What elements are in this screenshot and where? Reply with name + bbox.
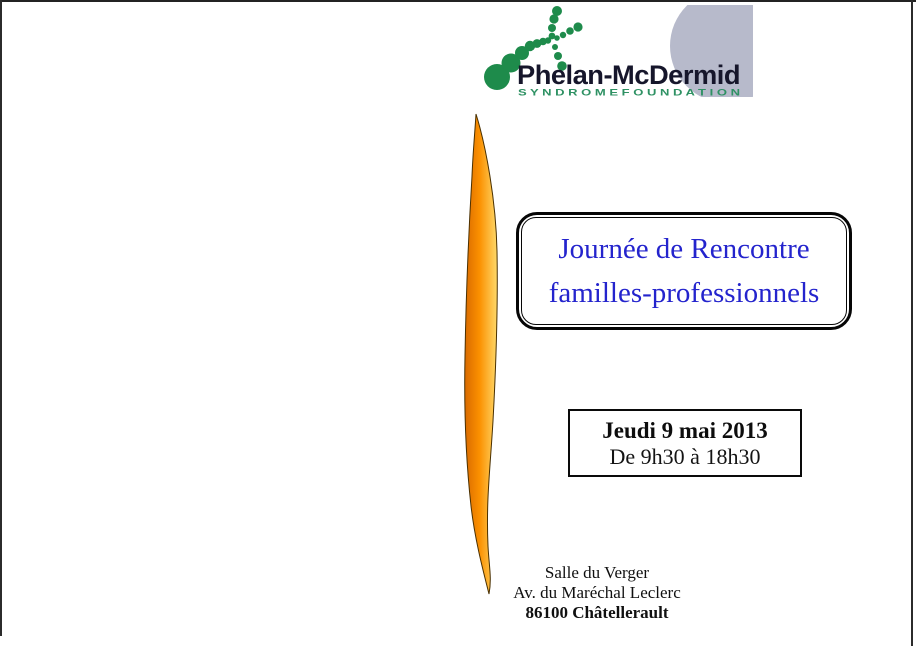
logo-name-text: Phelan-McDermid <box>517 60 740 90</box>
event-schedule-box <box>568 409 802 477</box>
foundation-logo-graphic <box>460 5 753 97</box>
venue-city: 86100 Châtellerault <box>525 603 669 622</box>
foundation-logo <box>460 5 753 97</box>
page-edge-left <box>0 0 2 636</box>
logo-subtitle-text: S Y N D R O M E F O U N D A T I O N <box>518 87 741 97</box>
event-date: Jeudi 9 mai 2013 <box>602 417 768 443</box>
event-title-line2: familles-professionnels <box>548 277 820 309</box>
venue-address <box>447 563 747 623</box>
event-title-box-inner <box>521 217 847 325</box>
event-title-box <box>516 212 852 330</box>
venue-street: Av. du Maréchal Leclerc <box>513 583 681 602</box>
ribbon-path <box>465 114 498 594</box>
page-edge-top <box>0 0 916 2</box>
orange-ribbon-graphic <box>452 106 508 602</box>
event-title-line1: Journée de Rencontre <box>558 233 810 265</box>
venue-name: Salle du Verger <box>544 563 650 582</box>
page-edge-right <box>911 0 913 646</box>
ribbon-shape <box>452 106 508 602</box>
event-time: De 9h30 à 18h30 <box>609 443 761 469</box>
